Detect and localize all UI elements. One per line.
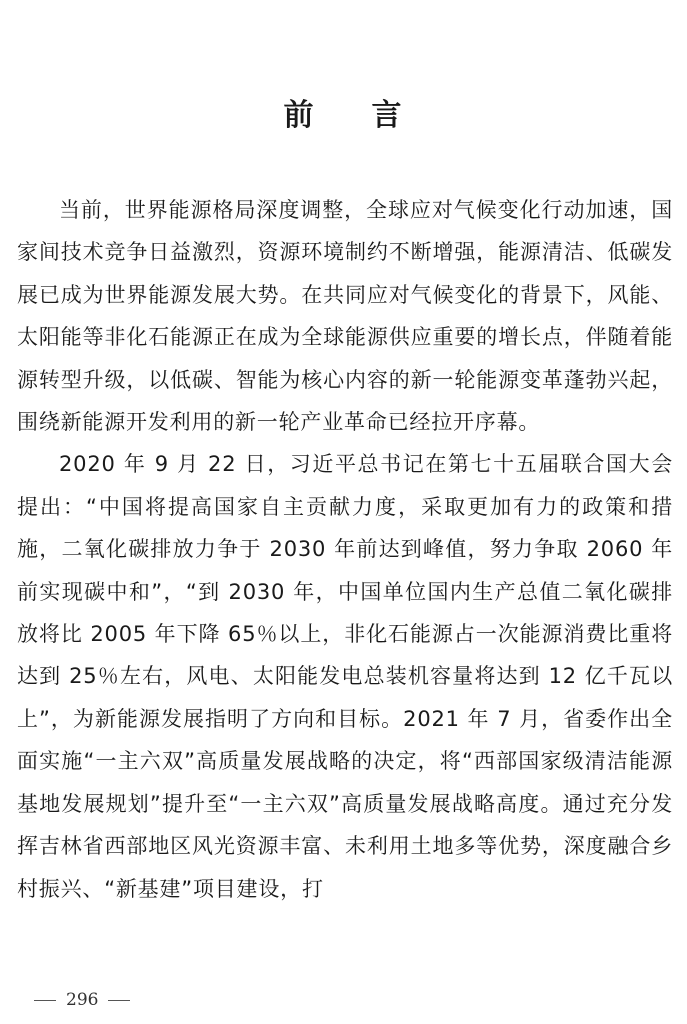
paragraph-1: 当前，世界能源格局深度调整，全球应对气候变化行动加速，国家间技术竞争日益激烈，资源环境制约不断增强，能源清洁、低碳发展已成为世界能源发展大势。在共同应对气候变化的背景下，风能、太阳能等非化石能源正在成为全球能源供应重要的增长点，伴随着能源转型升级，以低碳、智能为核心内容的新一轮能源变革蓬勃兴起，围绕新能源开发利用的新一轮产业革命已经拉开序幕。 xyxy=(17,198,673,435)
title-char-2: 言 xyxy=(371,98,404,133)
page-title xyxy=(0,96,687,136)
title-char-1: 前 xyxy=(283,98,316,133)
page-number: 296 xyxy=(66,990,99,1010)
body-text xyxy=(17,189,673,910)
page-footer xyxy=(24,988,140,1012)
footer-dash-left xyxy=(34,1000,56,1001)
paragraph-2: 2020 年 9 月 22 日，习近平总书记在第七十五届联合国大会提出：“中国将提高国家自主贡献力度，采取更加有力的政策和措施，二氧化碳排放力争于 2030 年前达到峰值，努力争取 2060 年前实现碳中和”，“到 2030 年，中国单位国内生产总值二氧化碳排放将比 2005 年下降 65％以上，非化石能源占一次能源消费比重将达到 25％左右，风电、太阳能发电总装机容量将达到 12 亿千瓦以上”，为新能源发展指明了方向和目标。2021 年 7 月，省委作出全面实施“一主六双”高质量发展战略的决定，将“西部国家级清洁能源基地发展规划”提升至“一主六双”高质量发展战略高度。通过充分发挥吉林省西部地区风光资源丰富、未利用土地多等优势，深度融合乡村振兴、“新基建”项目建设，打 xyxy=(17,452,673,901)
footer-dash-right xyxy=(108,1000,130,1001)
